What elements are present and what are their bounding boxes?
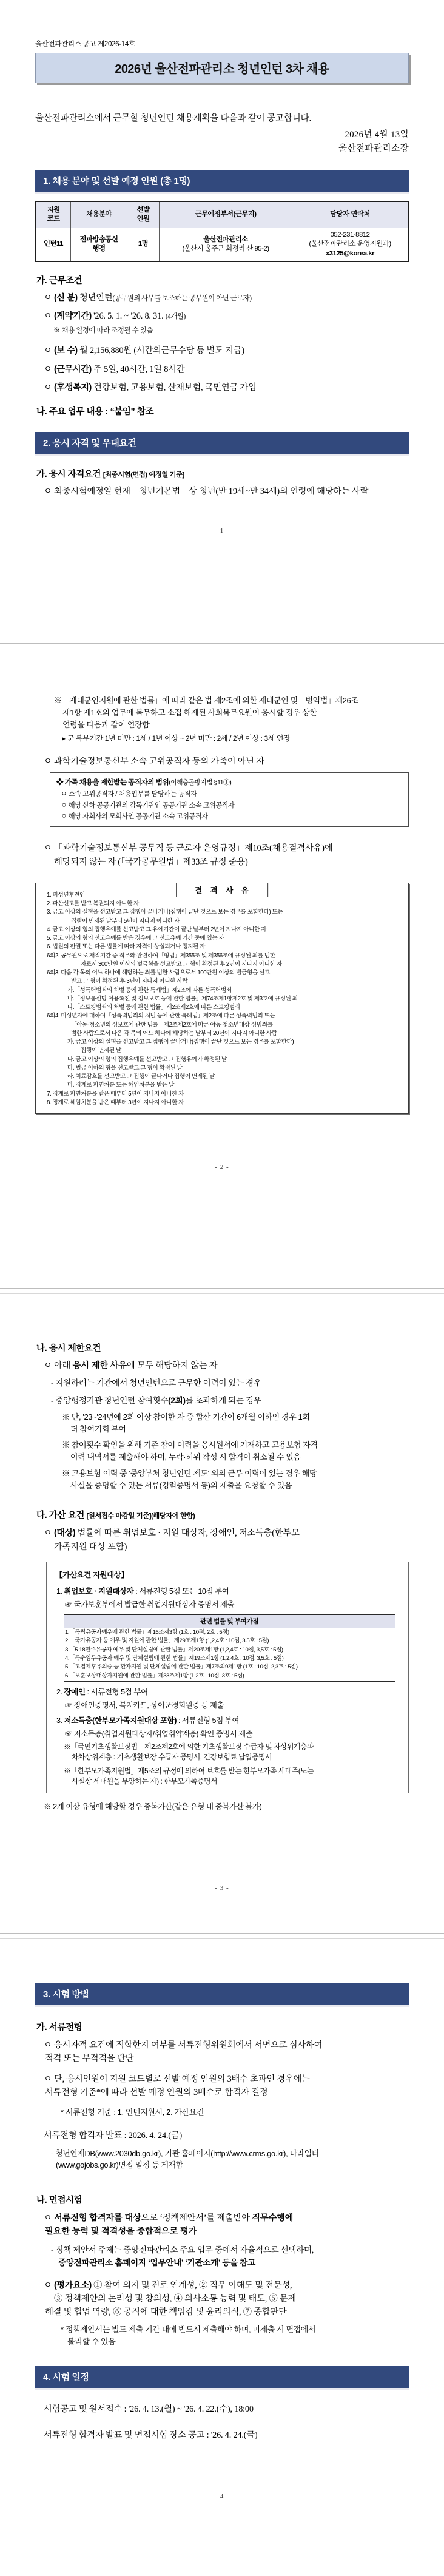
- page-3: [0, 1294, 444, 1933]
- col-header-code: 지원 코드: [36, 201, 71, 228]
- disqualification-line: 6. 법원의 판결 또는 다른 법률에 따라 자격이 상실되거나 정지된 자: [47, 943, 206, 951]
- interview-overview: ㅇ 서류전형 합격자를 대상으로 ‘정책제안서’를 제출받아 직무수행에 필요한 능력 및 적격성을 종합적으로 평가: [44, 2213, 294, 2237]
- col-header-field: 채용분야: [71, 201, 127, 228]
- schedule-item-result: 서류전형 합격자 발표 및 면접시험 장소 공고 : '26. 4. 24.(금): [44, 2430, 258, 2440]
- disqualification-line: 5. 금고 이상의 형의 선고유예를 받은 경우에 그 선고유예 기간 중에 있는 자: [47, 935, 224, 942]
- bonus-group-1-doc: ☞ 국가보훈부에서 발급한 취업지원대상자 증명서 제출: [65, 1600, 234, 1609]
- screening-item-1: ㅇ 응시자격 요건에 적합한지 여부를 서류전형위원회에서 서면으로 심사하여 적격 또는 부적격을 판단: [44, 2040, 323, 2064]
- disqualification-line: 마. 징계로 파면처분 또는 해임처분을 받은 날: [67, 1082, 175, 1089]
- page-number-1: - 1 -: [215, 527, 229, 535]
- notice-number: 울산전파관리소 공고 제2026-14호: [35, 41, 135, 48]
- page-separator-1: [0, 643, 444, 649]
- bonus-target-item: ㅇ (대상) 법률에 따른 취업보호 · 지원 대상자, 장애인, 저소득층(한부모 가족지원 대상 포함): [44, 1528, 300, 1552]
- page-number-3: - 3 -: [215, 1884, 229, 1892]
- bonus-group-2-doc: ☞ 장애인증명서, 복지카드, 상이군경회원증 등 제출: [65, 1701, 224, 1710]
- family-box-item: ㅇ 해당 산하 공공기관의 감독기관인 공공기관 소속 고위공직자: [61, 801, 235, 809]
- page-separator-2: [0, 1288, 444, 1294]
- work-condition-benefits: ㅇ (후생복지) 건강보험, 고용보험, 산재보험, 국민연금 가입: [44, 382, 257, 393]
- screening-criteria-note: * 서류전형 기준 : 1. 인턴지원서, 2. 가산요건: [61, 2107, 204, 2117]
- intro-paragraph: 울산전파관리소에서 근무할 청년인턴 채용계획을 다음과 같이 공고합니다.: [35, 113, 311, 123]
- screening-item-2: ㅇ 단, 응시인원이 지원 코드별로 선발 예정 인원의 3배수 초과인 경우에는 서류전형 기준*에 따라 선발 예정 인원의 3배수로 합격자 결정: [44, 2074, 310, 2098]
- page-number-4: - 4 -: [215, 2492, 229, 2500]
- screening-result-date: 서류전형 합격자 발표 : 2026. 4. 24.(금): [44, 2131, 183, 2141]
- bonus-group-3-doc: ☞ 저소득층(취업지원대상자/취업취약계층) 확인 증명서 제출: [65, 1730, 253, 1739]
- subsection-heading-3a: 가. 서류전형: [36, 2023, 82, 2032]
- family-box-item: ㅇ 해당 자회사의 모회사인 공공기관 소속 고위공직자: [61, 812, 208, 820]
- disqualification-line: 라. 치료감호를 선고받고 그 집행이 끝나거나 집행이 면제된 날: [67, 1073, 215, 1081]
- restriction-intro: ㅇ 아래 응시 제한 사유에 모두 해당하지 않는 자: [44, 1361, 218, 1371]
- eligibility-disqualification-item: ㅇ 「과학기술정보통신부 공무직 등 근로자 운영규정」제10조(채용결격사유)에 해당되지 않는 자 (「국가공무원법」제33조 규정 준용): [44, 843, 333, 867]
- bonus-group-3: 3. 저소득층(한부모가족지원대상 포함) : 서류전형 5점 부여: [56, 1716, 240, 1725]
- schedule-item-application: 시험공고 및 원서접수 : '26. 4. 13.(월) ~ '26. 4. 22.(수), 18:00: [44, 2404, 254, 2414]
- disqualification-line: 3. 금고 이상의 실형을 선고받고 그 집행이 끝나거나(집행이 끝난 것으로 보는 경우를 포함한다) 또는: [47, 909, 283, 916]
- subsection-heading-2b: 나. 응시 제한요건: [36, 1344, 101, 1354]
- restriction-note-1: ※ 단, '23~'24년에 2회 이상 참여한 자 중 합산 기간이 6개월 이하인 경우 1회 더 참여기회 부여: [62, 1412, 310, 1434]
- disqualification-line: 6의4. 미성년자에 대하여「성폭력범죄의 처벌 등에 관한 특례법」제2조에 따른 성폭력범죄 또는: [47, 1013, 275, 1020]
- eligibility-age-item: ㅇ 최종시험예정일 현재「청년기본법」상 청년(만 19세~만 34세)의 연령에 해당하는 사람: [44, 486, 369, 496]
- cell-contact: 052-231-8812 (울산전파관리소 운영지원과) x3125@korea.kr: [292, 228, 409, 262]
- disqualification-box: [35, 883, 409, 1114]
- disqualification-line: 1. 피성년후견인: [47, 891, 85, 899]
- work-condition-salary: ㅇ (보 수) 월 2,156,880원 (시간외근무수당 등 별도 지급): [44, 346, 244, 356]
- disqualification-line: 가.「성폭력범죄의 처벌 등에 관한 특례법」제2조에 따른 성폭력범죄: [67, 986, 232, 994]
- military-extension-detail: ▸ 군 복무기간 1년 미만 : 1세 / 1년 이상 ~ 2년 미만 : 2세 / 2년 이상 : 3세 연장: [62, 734, 291, 743]
- restriction-item-2: - 중앙행정기관 청년인턴 참여횟수(2회)를 초과하게 되는 경우: [51, 1395, 261, 1405]
- disqualification-line: 나. 금고 이상의 형의 집행유예를 선고받고 그 집행유예가 확정된 날: [67, 1056, 227, 1063]
- law-table-row: 6.「보훈보상대상자지원에 관한 법률」제33조제1항 (1,2호 : 10점, 3호 : 5점): [65, 1672, 244, 1679]
- subsection-heading-1b: 나. 주요 업무 내용 : “붙임” 참조: [36, 406, 154, 417]
- subsection-heading-2c: 다. 가산 요건 [원서접수 마감일 기준](해당자에 한함): [36, 1511, 195, 1521]
- disqualification-line: 6의2. 공무원으로 재직기간 중 직무와 관련하여「형법」제355조 및 제356조에 규정된 죄를 범한: [47, 952, 275, 959]
- cell-department: 울산전파관리소 (울산시 울주군 회정리 산 95-2): [160, 228, 292, 262]
- subsection-heading-1a: 가. 근무조건: [36, 276, 82, 286]
- disqualification-line: 범한 사람으로서 다음 각 목의 어느 하나에 해당하는 날부터 20년이 지나지 아니한 사람: [71, 1030, 277, 1037]
- interview-topic-note: - 정책 제안서 주제는 중앙전파관리소 주요 업무 중에서 자율적으로 선택하며, 중앙전파관리소 홈페이지 ‘업무안내’ ‘기관소개’ 등을 참고: [51, 2245, 314, 2267]
- bonus-box-title: 【가산요건 지원대상】: [55, 1570, 129, 1579]
- bonus-group-2: 2. 장애인 : 서류전형 5점 부여: [56, 1688, 148, 1697]
- law-table-row: 1.「독립유공자예우에 관한 법률」제16조제3항 (1호 : 10점, 2호 : 5점): [65, 1628, 229, 1636]
- cell-code: 인턴11: [36, 228, 71, 262]
- issue-date: 2026년 4월 13일: [345, 130, 409, 140]
- disqualification-line: 나.「정보통신망 이용촉진 및 정보보호 등에 관한 법률」제74조제1항제2호 및 제3호에 규정된 죄: [67, 995, 298, 1002]
- disqualification-caption: 결 격 사 유: [176, 883, 268, 897]
- disqualification-line: 가. 금고 이상의 실형을 선고받고 그 집행이 끝나거나(집행이 끝난 것으로 보는 경우를 포함한다): [67, 1039, 294, 1046]
- restriction-note-2: ※ 참여횟수 확인을 위해 기존 참여 이력을 응시원서에 기재하고 고용보험 자격 이력 내역서를 제출해야 하며, 누락·허위 작성 시 합격이 취소될 수 있음: [62, 1440, 318, 1462]
- cell-field: 전파방송통신 행정: [71, 228, 127, 262]
- recruitment-table: [35, 201, 409, 262]
- section-heading-3: 3. 시험 방법: [35, 1983, 409, 2007]
- bonus-group-3-note-2: ※「한부모가족지원법」제5조의 규정에 의하여 보호를 받는 한부모가족 세대주(또는 사실상 세대원을 부양하는 자) : 한부모가족증명서: [64, 1766, 314, 1785]
- disqualification-line: 집행이 면제된 날: [81, 1047, 121, 1054]
- military-extension-note: ※「제대군인지원에 관한 법률」에 따라 같은 법 제2조에 의한 제대군인 및「병역법」제26조 제1항 제1호의 업무에 복무하고 소집 해제된 사회복무요원이 응시할 경우 상한 연령을 다음과 같이 연장함: [54, 696, 358, 729]
- page-separator-3: [0, 1933, 444, 1939]
- disqualification-line: 2. 파산선고를 받고 복권되지 아니한 자: [47, 900, 140, 908]
- disqualification-line: 6의3. 다음 각 목의 어느 하나에 해당하는 죄를 범한 사람으로서 100만원 이상의 벌금형을 선고: [47, 969, 270, 977]
- law-table-row: 4.「특수임무유공자 예우 및 단체설립에 관한 법률」제19조제1항 (1,2,4호 : 10점, 3,5호 : 5점): [65, 1654, 284, 1662]
- subsection-heading-3b: 나. 면접시험: [36, 2196, 82, 2206]
- bonus-group-3-note-1: ※「국민기초생활보장법」제2조제2호에 의한 기초생활보장 수급자 및 차상위계층과 차차상위계층 : 기초생활보장 수급자 증명서, 건강보험료 납입증명서: [64, 1742, 314, 1762]
- page-number-2: - 2 -: [215, 1164, 229, 1172]
- subsection-heading-2a: 가. 응시 자격요건 [최종시험(면접) 예정일 기준]: [36, 469, 184, 479]
- law-table-row: 3.「5.18민주유공자 예우 및 단체설립에 관한 법률」제20조제1항 (1,2,4호 : 10점, 3,5호 : 5점): [65, 1646, 283, 1653]
- table-row: [36, 228, 408, 262]
- section-heading-1: 1. 채용 분야 및 선발 예정 인원 (총 1명): [35, 170, 409, 194]
- disqualification-line: 「아동·청소년의 성보호에 관한 법률」제2조제2호에 따른 아동·청소년대상 성범죄를: [71, 1021, 273, 1028]
- screening-result-channels: - 청년인재DB(www.2030db.go.kr), 기관 홈페이지(http://www.crms.go.kr), 나라일터 (www.gojobs.go.kr)면접 일정 등 게재함: [51, 2148, 319, 2170]
- interview-evaluation-items: ㅇ (평가요소) ① 참여 의지 및 진로 연계성, ② 직무 이해도 및 전문성, ③ 정책제안의 논리성 및 창의성, ④ 의사소통 능력 및 태도, ⑤ 문제 해결 및 협업 역량, ⑥ 공직에 대한 책임감 및 윤리의식, ⑦ 종합판단: [44, 2280, 297, 2317]
- cell-count: 1명: [127, 228, 160, 262]
- disqualification-block: [35, 883, 409, 1114]
- restriction-note-3: ※ 고용보험 이력 중 '중앙부처 청년인턴 제도' 외의 근무 이력이 있는 경우 해당 사실을 증명할 수 있는 서류(경력증명서 등)의 제출을 요청할 수 있음: [62, 1468, 317, 1490]
- family-restriction-box: [50, 772, 409, 827]
- law-table-row: 5.「고엽제후유의증 등 환자지원 및 단체설립에 관한 법률」제7조의9제1항 (1호 : 10점, 2,3호 : 5점): [65, 1664, 298, 1671]
- disqualification-line: 받고 그 형이 확정된 후 3년이 지나지 아니한 사람: [71, 978, 188, 985]
- disqualification-line: 집행이 면제된 날부터 5년이 지나지 아니한 자: [71, 917, 180, 925]
- bonus-group-1: 1. 취업보호 · 지원대상자 : 서류전형 5점 또는 10점 부여: [56, 1586, 229, 1596]
- disqualification-line: 4. 금고 이상의 형의 집행유예를 선고받고 그 유예기간이 끝난 날부터 2년이 지나지 아니한 자: [47, 926, 266, 933]
- disqualification-line: 7. 징계로 파면처분을 받은 때부터 5년이 지나지 아니한 자: [47, 1090, 184, 1097]
- section-heading-2: 2. 응시 자격 및 우대요건: [35, 432, 409, 456]
- work-condition-status: ㅇ (신 분) 청년인턴(공무원의 사무를 보조하는 공무원이 아닌 근로자): [44, 293, 252, 303]
- family-box-title: ❖ 가족 채용을 제한받는 공직자의 범위(이해충돌방지법 §11①): [56, 778, 232, 787]
- page-title: 2026년 울산전파관리소 청년인턴 3차 채용: [115, 62, 329, 76]
- col-header-contact: 담당자 연락처: [292, 201, 409, 228]
- disqualification-line: 8. 징계로 해임처분을 받은 때부터 3년이 지나지 아니한 자: [47, 1099, 184, 1106]
- page-2: [0, 649, 444, 1288]
- contract-schedule-note: ※ 채용 일정에 따라 조정될 수 있음: [53, 327, 153, 335]
- bonus-criteria-box: [46, 1562, 409, 1793]
- page-1: [0, 0, 444, 643]
- section-heading-4: 4. 시험 일정: [35, 2366, 409, 2390]
- policy-proposal-note: * 정책제안서는 별도 제출 기간 내에 반드시 제출해야 하며, 미제출 시 면접에서 불리할 수 있음: [61, 2325, 316, 2346]
- law-table-row: 2.「국가유공자 등 예우 및 지원에 관한 법률」제29조제1항 (1,2,4호 : 10점, 3,5호 : 5점): [65, 1637, 269, 1645]
- page-4: [0, 1939, 444, 2576]
- table-header-row: [36, 201, 408, 228]
- restriction-item-1: - 지원하려는 기관에서 청년인턴으로 근무한 이력이 있는 경우: [51, 1378, 261, 1388]
- work-condition-hours: ㅇ (근무시간) 주 5일, 40시간, 1일 8시간: [44, 364, 185, 374]
- eligibility-family-item: ㅇ 과학기술정보통신부 소속 고위공직자 등의 가족이 아닌 자: [44, 757, 264, 767]
- col-header-count: 선발 인원: [127, 201, 160, 228]
- disqualification-line: 다. 벌금 이하의 형을 선고받고 그 형이 확정된 날: [67, 1064, 183, 1071]
- work-condition-contract: ㅇ (계약기간) '26. 5. 1. ~ '26. 8. 31. (4개월): [44, 311, 186, 322]
- issuer-name: 울산전파관리소장: [338, 144, 409, 153]
- family-box-item: ㅇ 소속 고위공직자 / 채용업무를 담당하는 공직자: [61, 791, 197, 798]
- law-points-table: [64, 1614, 395, 1682]
- bonus-final-note: ※ 2개 이상 유형에 해당할 경우 중복가산(같은 유형 내 중복가산 불가): [44, 1802, 262, 1812]
- law-table-header: 관련 법률 및 부여가점: [64, 1615, 395, 1628]
- disqualification-line: 자로서 300만원 이상의 벌금형을 선고받고 그 형이 확정된 후 2년이 지나지 아니한 자: [81, 960, 282, 968]
- col-header-department: 근무예정부서(근무지): [160, 201, 292, 228]
- disqualification-line: 다.「스토킹범죄의 처벌 등에 관한 법률」제2조제2호에 따른 스토킹범죄: [67, 1004, 240, 1011]
- document-title-bar: [35, 53, 409, 83]
